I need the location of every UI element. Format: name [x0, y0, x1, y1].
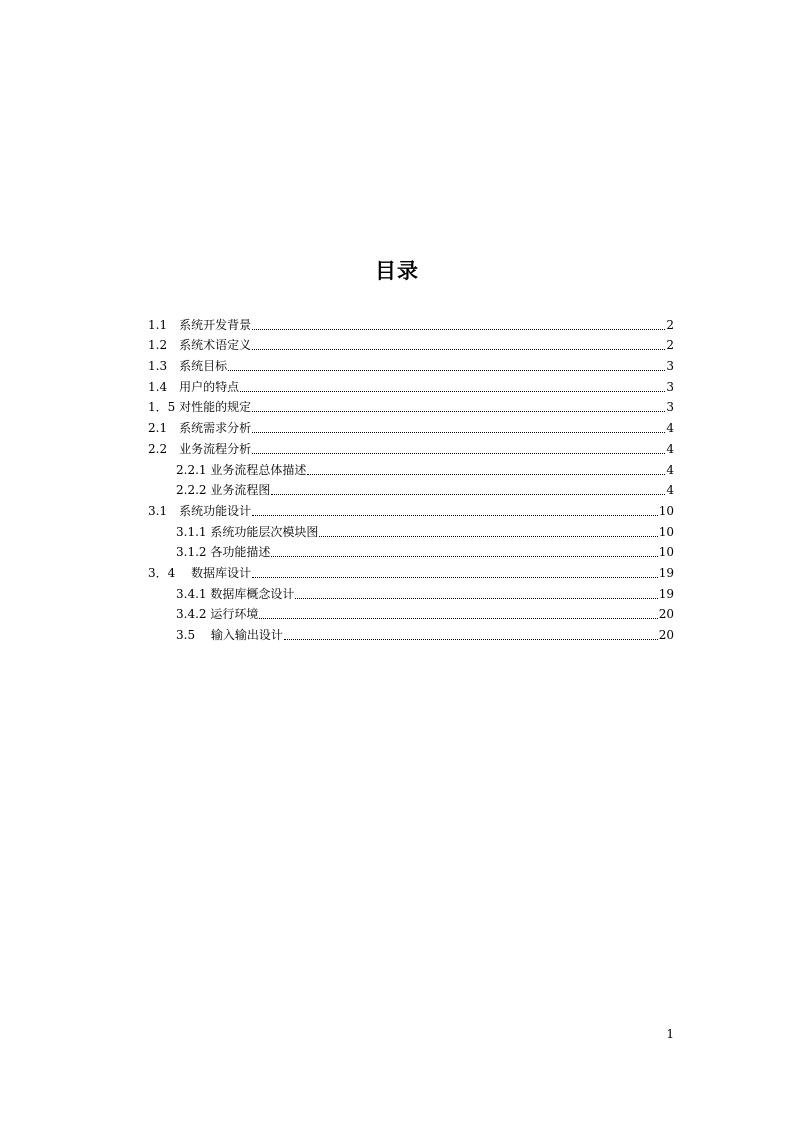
- toc-entry[interactable]: [148, 478, 674, 499]
- toc-dot-leader: [252, 577, 658, 578]
- toc-entry-page: 3: [666, 400, 674, 415]
- toc-entry-label: 1.2 系统术语定义: [148, 338, 252, 353]
- table-of-contents: [148, 312, 674, 643]
- toc-entry[interactable]: [148, 353, 674, 374]
- toc-dot-leader: [307, 474, 665, 475]
- toc-dot-leader: [252, 432, 665, 433]
- toc-dot-leader: [252, 329, 665, 330]
- toc-entry[interactable]: [148, 540, 674, 561]
- toc-entry-label: 3.4.2 运行环境: [176, 607, 259, 622]
- toc-entry[interactable]: [148, 519, 674, 540]
- toc-entry[interactable]: [148, 560, 674, 581]
- toc-entry-label: 3.1 系统功能设计: [148, 503, 252, 518]
- toc-dot-leader: [252, 453, 665, 454]
- toc-entry[interactable]: [148, 374, 674, 395]
- toc-entry-page: 4: [666, 462, 674, 477]
- toc-entry-label: 3.4.1 数据库概念设计: [176, 586, 295, 601]
- toc-entry-label: 1．5 对性能的规定: [148, 400, 252, 415]
- toc-entry-label: 3.5 输入输出设计: [176, 628, 283, 642]
- toc-entry-label: 3.1.1 系统功能层次模块图: [176, 524, 319, 539]
- toc-entry-label: 2.2 业务流程分析: [148, 441, 252, 456]
- toc-entry-page: 19: [658, 565, 674, 580]
- toc-dot-leader: [284, 639, 658, 640]
- toc-entry-label: 1.4 用户的特点: [148, 379, 240, 394]
- toc-entry[interactable]: [148, 498, 674, 519]
- toc-entry-page: 3: [666, 359, 674, 374]
- toc-dot-leader: [295, 598, 657, 599]
- toc-dot-leader: [252, 515, 658, 516]
- toc-entry-page: 20: [658, 607, 674, 622]
- toc-entry[interactable]: [148, 436, 674, 457]
- toc-entry-page: 4: [666, 421, 674, 436]
- toc-entry-page: 3: [666, 379, 674, 394]
- toc-entry-page: 4: [666, 483, 674, 498]
- toc-entry[interactable]: [148, 395, 674, 416]
- page-title: 目录: [375, 259, 419, 283]
- toc-entry-label: 2.2.1 业务流程总体描述: [176, 462, 307, 477]
- toc-dot-leader: [240, 391, 665, 392]
- toc-entry[interactable]: [148, 333, 674, 354]
- toc-entry-label: 1.1 系统开发背景: [148, 317, 252, 332]
- toc-entry[interactable]: [148, 622, 674, 643]
- toc-entry-page: 4: [666, 441, 674, 456]
- toc-entry-page: 2: [666, 317, 674, 332]
- page-number: 1: [666, 1027, 674, 1041]
- toc-entry-page: 2: [666, 338, 674, 353]
- toc-dot-leader: [259, 618, 657, 619]
- toc-entry[interactable]: [148, 312, 674, 333]
- toc-entry-page: 10: [658, 524, 674, 539]
- toc-entry-label: 2.2.2 业务流程图: [176, 483, 271, 498]
- toc-entry-page: 10: [658, 503, 674, 518]
- toc-entry[interactable]: [148, 415, 674, 436]
- toc-dot-leader: [252, 411, 665, 412]
- toc-dot-leader: [252, 349, 665, 350]
- toc-dot-leader: [271, 556, 657, 557]
- toc-entry-label: 3．4 数据库设计: [148, 565, 252, 580]
- toc-dot-leader: [228, 370, 665, 371]
- toc-entry-page: 10: [658, 545, 674, 560]
- toc-entry-label: 2.1 系统需求分析: [148, 421, 252, 436]
- toc-dot-leader: [271, 494, 665, 495]
- toc-entry-label: 1.3 系统目标: [148, 359, 228, 374]
- toc-dot-leader: [319, 536, 657, 537]
- toc-entry-page: 20: [658, 628, 674, 642]
- toc-entry[interactable]: [148, 457, 674, 478]
- toc-entry[interactable]: [148, 602, 674, 623]
- toc-entry-page: 19: [658, 586, 674, 601]
- toc-entry[interactable]: [148, 581, 674, 602]
- toc-entry-label: 3.1.2 各功能描述: [176, 545, 271, 560]
